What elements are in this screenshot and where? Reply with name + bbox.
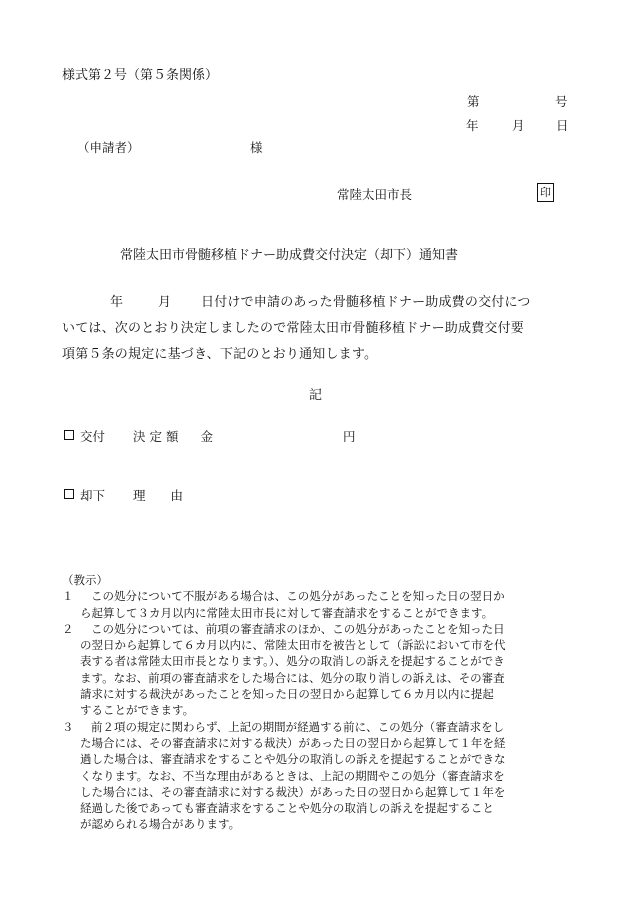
seal-stamp: 印 (537, 183, 554, 202)
instruction-line: 表する者は常陸太田市長となります。）、処分の取消しの訴えを提起することができ (80, 654, 505, 669)
instruction-text (80, 588, 582, 621)
instruction-line: この処分については、前項の審査請求のほか、この処分があったことを知った日 (91, 621, 505, 636)
instructions-list (62, 588, 582, 832)
instruction-number: １ (62, 589, 74, 604)
instruction-line: した場合には、その審査請求に対する裁決）があった日の翌日から起算して１年を (80, 784, 506, 799)
ki-heading: 記 (309, 388, 323, 403)
notice-body (62, 290, 572, 368)
instruction-line: くなります。なお、不当な理由があるときは、上記の期間やこの処分（審査請求を (80, 768, 505, 783)
instruction-number: ２ (62, 621, 74, 636)
instruction-line: た場合には、その審査請求に対する裁決）があった日の翌日から起算して１年を経 (80, 735, 506, 750)
kyakka-checkbox[interactable] (64, 489, 74, 499)
instructions-heading: （教示） (62, 573, 108, 587)
instruction-line: 過した場合は、審査請求をすることや処分の取消しの訴えを提起することができな (80, 752, 506, 767)
date-year-label: 年 (466, 118, 479, 133)
document-number-suffix: 号 (555, 94, 568, 109)
instruction-line: の翌日から起算して６カ月以内に、常陸太田市を被告として（訴訟において市を代 (80, 638, 506, 653)
kyakka-row (64, 486, 183, 504)
kyakka-label: 却下 (80, 488, 106, 503)
applicant-honorific: 様 (250, 140, 263, 155)
koufu-checkbox[interactable] (64, 430, 74, 440)
instruction-line: 経過した後であっても審査請求をすることや処分の取消しの訴えを提起すること (80, 801, 494, 816)
instruction-item (62, 719, 582, 833)
date-month-label: 月 (512, 118, 525, 133)
instruction-text (80, 621, 582, 719)
reason-label: 理 由 (133, 488, 184, 503)
instruction-line: この処分について不服がある場合は、この処分があったことを知った日の翌日か (91, 589, 505, 604)
instruction-line: 前２項の規定に関わらず、上記の期間が経過する前に、この処分（審査請求をし (91, 719, 505, 734)
date-day-label: 日 (556, 118, 569, 133)
document-title: 常陸太田市骨髄移植ドナー助成費交付決定（却下）通知書 (120, 248, 459, 263)
document-number-prefix: 第 (467, 94, 480, 109)
instruction-item (62, 588, 582, 621)
koufu-row (64, 427, 356, 445)
body-line-3: 項第５条の規定に基づき、下記のとおり通知します。 (62, 347, 378, 362)
instruction-line: が認められる場合があります。 (80, 817, 241, 832)
yen-label: 円 (342, 429, 356, 444)
koufu-label: 交付 (80, 429, 106, 444)
body-line-2: いては、次のとおり決定しましたので常陸太田市骨髄移植ドナー助成費交付要 (62, 321, 525, 336)
instruction-line: ます。なお、前項の審査請求をした場合には、処分の取り消しの訴えは、その審査 (80, 670, 505, 685)
kin-label: 金 (200, 429, 213, 444)
body-year: 年 (110, 295, 124, 310)
instruction-line: することができます。 (80, 703, 195, 718)
applicant-label: （申請者） (77, 140, 140, 155)
instruction-text (80, 719, 582, 833)
instruction-line: 請求に対する裁決があったことを知った日の翌日から起算して６カ月以内に提起 (80, 687, 494, 702)
body-line-1-text: 日付けで申請のあった骨髄移植ドナー助成費の交付につ (201, 295, 531, 310)
decision-amount-label: 決 定 額 (133, 429, 179, 444)
issuer-mayor: 常陸太田市長 (337, 187, 413, 202)
body-month: 月 (158, 295, 172, 310)
body-line-1 (62, 290, 572, 316)
instruction-number: ３ (62, 719, 74, 734)
instructions-section (62, 572, 582, 833)
form-label: 様式第２号（第５条関係） (62, 68, 219, 83)
instruction-item (62, 621, 582, 719)
instruction-line: ら起算して３カ月以内に常陸太田市長に対して審査請求をすることができます。 (80, 605, 494, 620)
